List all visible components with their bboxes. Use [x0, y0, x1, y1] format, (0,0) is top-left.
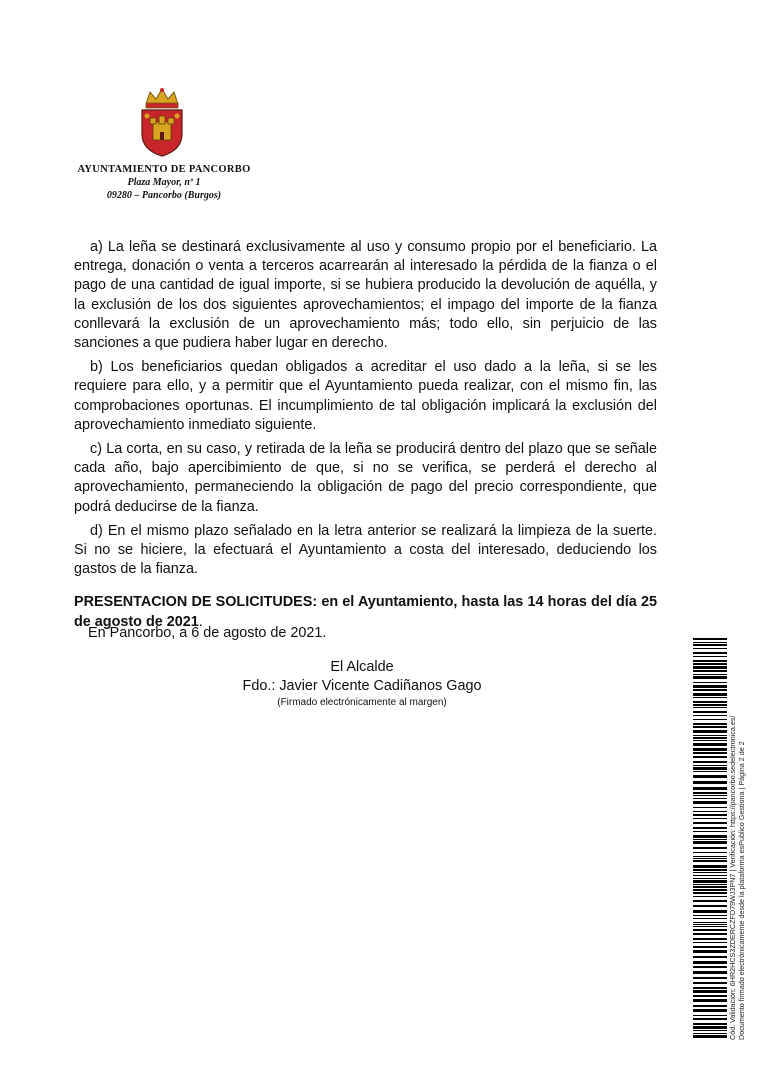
organization-name: AYUNTAMIENTO DE PANCORBO: [77, 164, 251, 175]
signature-note: (Firmado electrónicamente al margen): [277, 697, 447, 708]
paragraph-b: b) Los beneficiarios quedan obligados a acreditar el uso dado a la leña, si se les requiere para ello, y a permitir que el Ayuntamiento pueda realizar, con el mismo fin, las comprobaciones oportunas. El incumplimiento de tal obligación implicará la exclusión del aprovechamiento inmediato siguiente.: [74, 359, 657, 433]
barcode-icon: [693, 638, 727, 1038]
paragraph-a: a) La leña se destinará exclusivamente al uso y consumo propio por el beneficiario. La entrega, donación o venta a terceros acarrearán al interesado la pérdida de la fianza o el pago de una cantidad de igual importe, si se hubiera producido la devolución de aquélla, y la exclusión de los dos siguientes aprovechamientos; el impago del importe de la fianza conllevará la exclusión de un aprovechamiento más; todo ello, sin perjuicio de las sanciones a que pudiera haber lugar en derecho.: [74, 239, 657, 352]
validation-stamp: [728, 640, 746, 1040]
signature-block: [222, 658, 502, 709]
submission-notice-tail: .: [198, 613, 203, 630]
signer-title: El Alcalde: [330, 659, 394, 675]
validation-line-2: Documento firmado electrónicamente desde la plataforma esPublico Gestiona | Página 2 de 2: [737, 741, 746, 1040]
validation-line-1: Cód. Validación: 6HR2HCS3ZDERCZFD79WJ3PN7 | Verificación: https://pancorbo.sedelectronica.es/: [728, 715, 737, 1040]
document-body: [74, 238, 657, 646]
address-line-2: 09280 – Pancorbo (Burgos): [106, 190, 222, 201]
coat-of-arms-icon: [136, 86, 188, 158]
signer-name: Fdo.: Javier Vicente Cadiñanos Gago: [242, 678, 482, 694]
letterhead: [60, 163, 268, 202]
address-line-1: Plaza Mayor, nº 1: [127, 177, 201, 188]
place-date: En Pancorbo, a 6 de agosto de 2021.: [88, 625, 327, 641]
paragraph-c: c) La corta, en su caso, y retirada de la leña se producirá dentro del plazo que se señale cada año, bajo apercibimiento de que, si no se verifica, se perderá el derecho al aprovechamiento, permaneciendo la obligación de pago del precio correspondiente, que podrá deducirse de la fianza.: [74, 441, 657, 515]
submission-notice-bold: PRESENTACION DE SOLICITUDES: en el Ayuntamiento, hasta las 14 horas del día 25 de agosto de 2021: [74, 594, 657, 630]
paragraph-d: d) En el mismo plazo señalado en la letra anterior se realizará la limpieza de la suerte. Si no se hiciere, la efectuará el Ayuntamiento a costa del interesado, deduciendo los gastos de la fianza.: [74, 522, 657, 578]
